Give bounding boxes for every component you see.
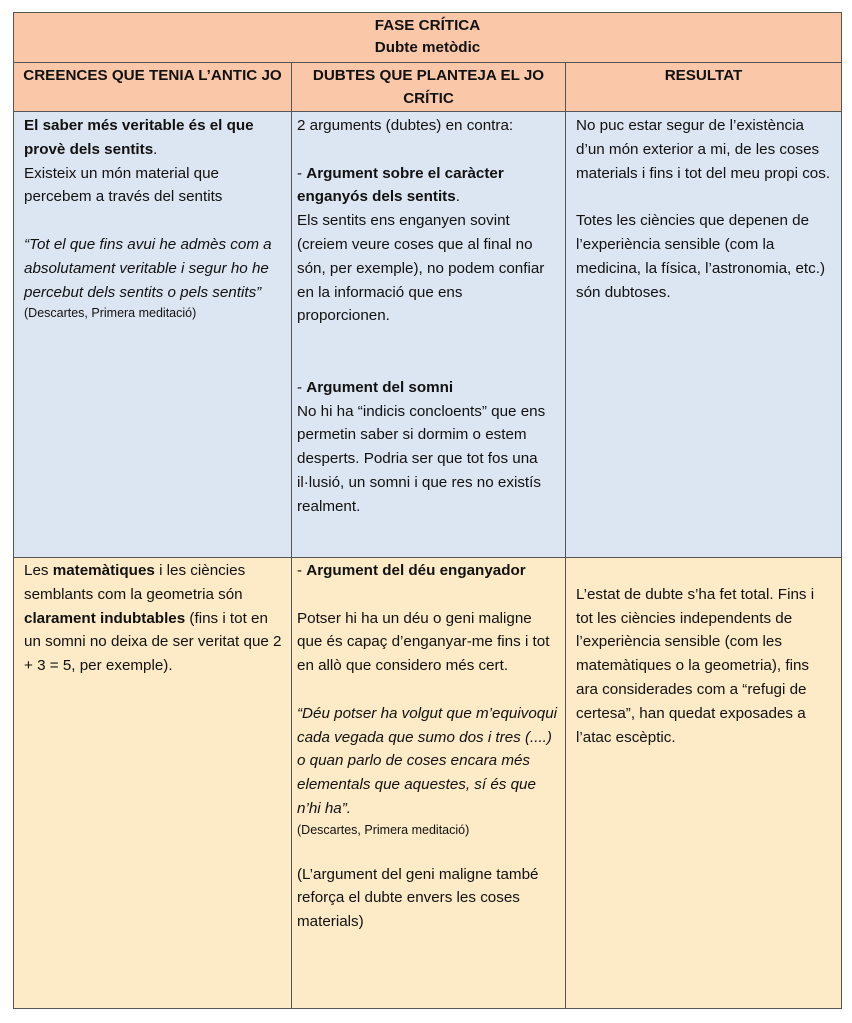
- dubte-metodic-table: [13, 12, 842, 1009]
- material-world-belief: Existeix un món material que percebem a través del sentits: [24, 164, 223, 206]
- argument-dream-text: No hi ha “indicis concloents” que ens permetin saber si dormim o estem desperts. Podria ser que tot fos una il·lusió, un somni i que res no existís realment.: [297, 402, 546, 515]
- evil-god-quote: “Déu potser ha volgut que m’equivoqui cada vegada que sumo dos i tres (....) o quan parlo de coses encara més elementals que aquestes, sí és que n’hi ha”.: [297, 704, 558, 817]
- argument-evil-god-title: - Argument del déu enganyador: [297, 562, 526, 579]
- cell-math-belief: [14, 558, 292, 1009]
- argument-evil-god-text: Potser hi ha un déu o geni maligne que és capaç d’enganyar-me fins i tot en allò que considero més cert.: [297, 609, 550, 675]
- quote-citation: (Descartes, Primera meditació): [24, 306, 197, 321]
- argument-deceptive-senses-text: Els sentits ens enganyen sovint (creiem veure coses que al final no són, per exemple), no podem confiar en la informació que ens proporcionen.: [297, 212, 545, 325]
- cell-senses-belief: [14, 112, 292, 558]
- cell-senses-doubts: [292, 112, 566, 558]
- arguments-intro: 2 arguments (dubtes) en contra:: [297, 117, 514, 134]
- cell-math-result: [566, 558, 842, 1009]
- cell-senses-result: [566, 112, 842, 558]
- argument-dream-title: - Argument del somni: [297, 378, 454, 396]
- math-belief-statement: Les matemàtiques i les ciències semblants com la geometria són clarament indubtables (fins i tot en un somni no deixa de ser veritat que 2 + 3 = 5, per exemple).: [24, 562, 282, 675]
- result-total-doubt: L’estat de dubte s’ha fet total. Fins i tot les ciències independents de l’experiència sensible (com les matemàtiques o la geometria), fins ara considerades com a “refugi de certesa”, han quedat exposades a l’atac escèptic.: [576, 585, 815, 746]
- senses-belief-statement: El saber més veritable és el que provè dels sentits.: [24, 117, 254, 158]
- table-subtitle: Dubte metòdic: [374, 39, 481, 56]
- result-external-world: No puc estar segur de l’existència d’un món exterior a mi, de les coses materials i fins i tot del meu propi cos.: [576, 117, 831, 182]
- column-header-doubts: DUBTES QUE PLANTEJA EL JO CRÍTIC: [292, 63, 566, 112]
- evil-god-citation: (Descartes, Primera meditació): [297, 822, 470, 837]
- cell-math-doubts: [292, 558, 566, 1009]
- table-title: FASE CRÍTICA: [374, 17, 481, 34]
- argument-deceptive-senses-title: - Argument sobre el caràcter enganyós dels sentits.: [297, 164, 504, 206]
- column-header-beliefs: CREENCES QUE TENIA L’ANTIC JO: [14, 63, 292, 112]
- table-title-cell: [14, 13, 842, 63]
- descartes-quote: “Tot el que fins avui he admès com a absolutament veritable i segur ho he percebut dels sentits o pels sentits”: [24, 235, 272, 301]
- result-sciences-doubtful: Totes les ciències que depenen de l’experiència sensible (com la medicina, la física, l’astronomia, etc.) són dubtoses.: [576, 212, 825, 301]
- column-header-result: RESULTAT: [566, 63, 842, 112]
- evil-genius-note: (L’argument del geni maligne també reforça el dubte envers les coses materials): [297, 865, 539, 931]
